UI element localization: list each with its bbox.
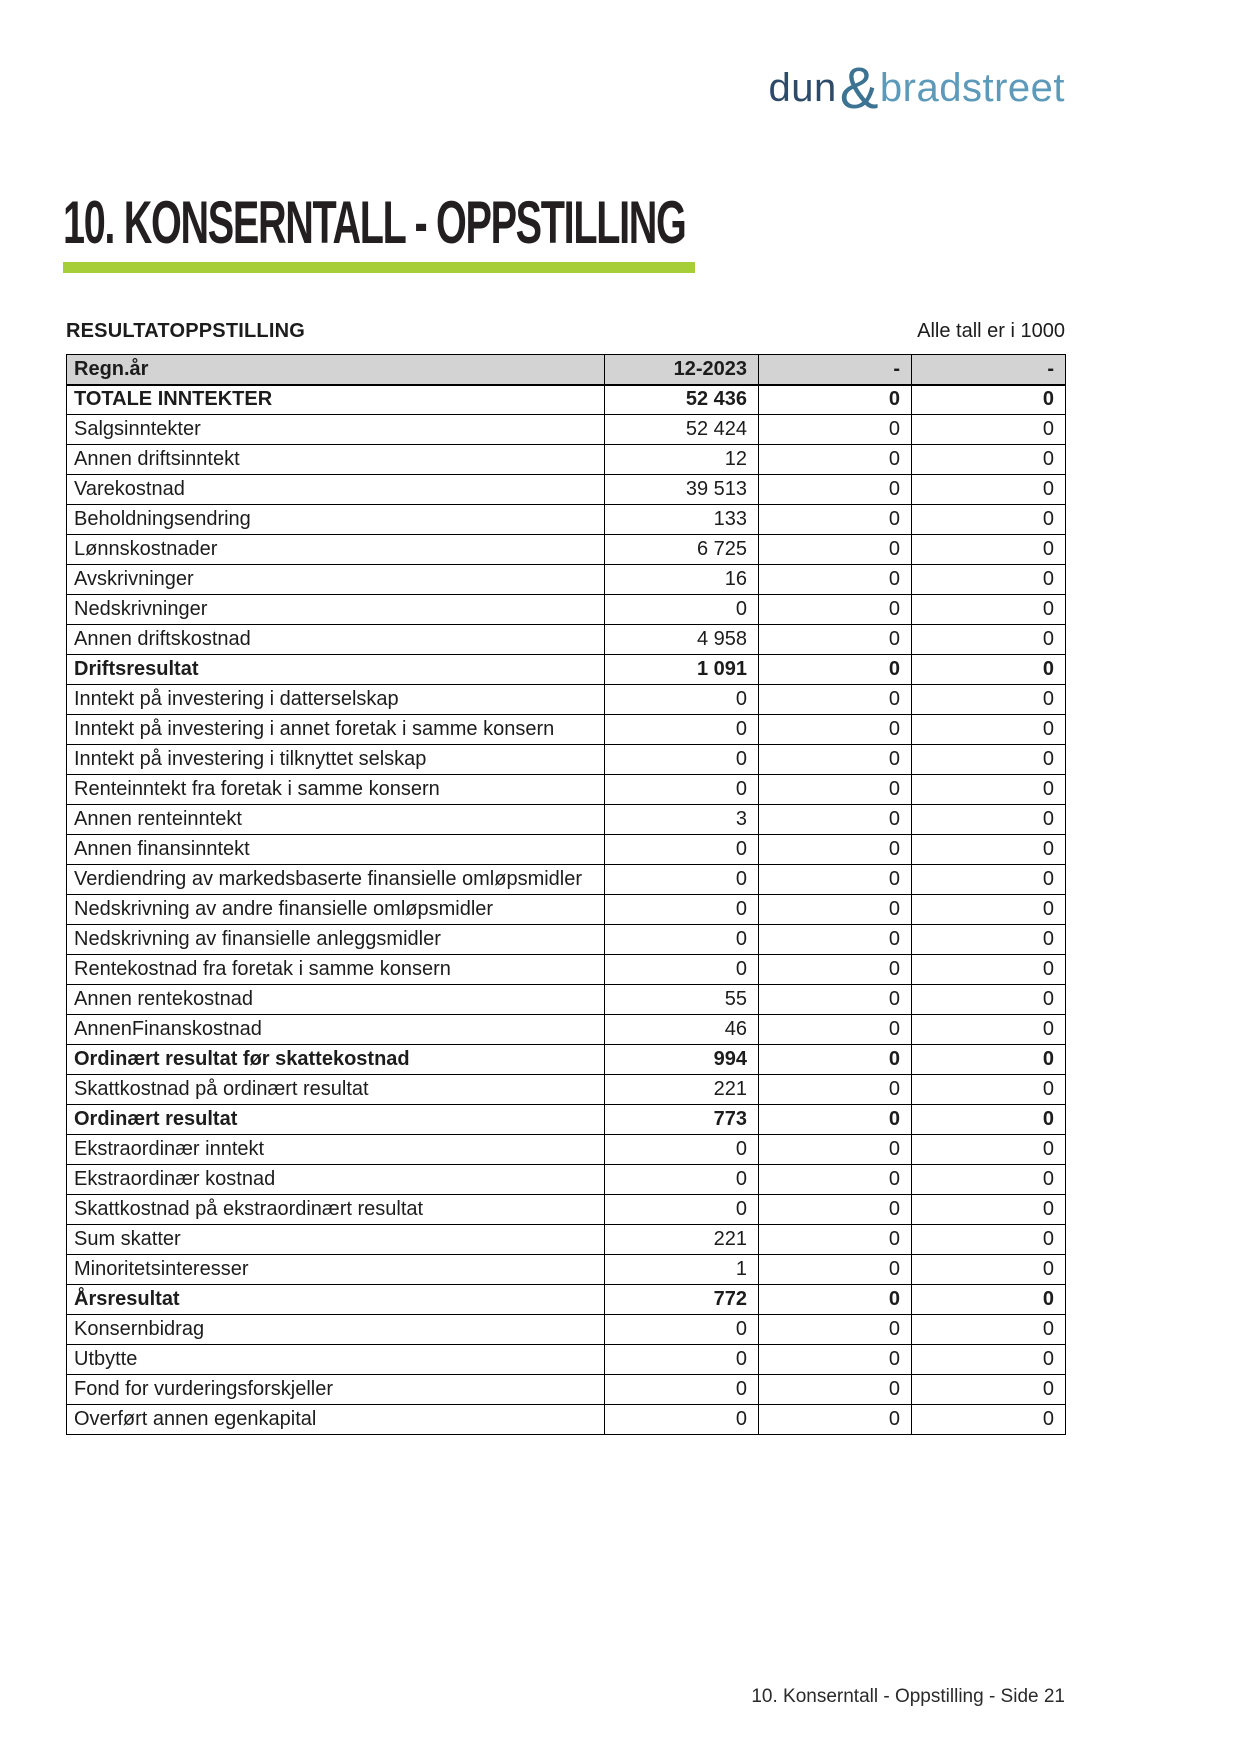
- table-row: [67, 1255, 1066, 1285]
- row-value: 0: [759, 1375, 912, 1405]
- row-value: 0: [605, 865, 759, 895]
- table-row: [67, 1345, 1066, 1375]
- row-label: Lønnskostnader: [67, 535, 605, 565]
- row-value: 0: [759, 1135, 912, 1165]
- row-value: 0: [759, 505, 912, 535]
- row-label: Fond for vurderingsforskjeller: [67, 1375, 605, 1405]
- table-row: [67, 595, 1066, 625]
- page-footer: 10. Konserntall - Oppstilling - Side 21: [751, 1686, 1065, 1707]
- row-value: 0: [759, 1075, 912, 1105]
- row-label: Verdiendring av markedsbaserte finansielle omløpsmidler: [67, 865, 605, 895]
- table-row: [67, 1285, 1066, 1315]
- table-row: [67, 955, 1066, 985]
- row-value: 0: [759, 1405, 912, 1435]
- row-value: 0: [759, 895, 912, 925]
- table-row: [67, 535, 1066, 565]
- row-value: 0: [912, 715, 1066, 745]
- row-label: Avskrivninger: [67, 565, 605, 595]
- row-value: 0: [759, 1255, 912, 1285]
- table-row: [67, 1105, 1066, 1135]
- page-title: 10. KONSERNTALL - OPPSTILLING: [63, 189, 686, 256]
- row-value: 0: [605, 1345, 759, 1375]
- row-value: 994: [605, 1045, 759, 1075]
- row-value: 0: [759, 865, 912, 895]
- row-value: 0: [605, 955, 759, 985]
- header-label: Regn.år: [67, 355, 605, 385]
- row-value: 0: [759, 1105, 912, 1135]
- row-value: 0: [912, 595, 1066, 625]
- row-value: 3: [605, 805, 759, 835]
- table-header-row: [67, 355, 1066, 385]
- row-value: 0: [759, 625, 912, 655]
- row-label: Annen driftskostnad: [67, 625, 605, 655]
- row-value: 0: [912, 835, 1066, 865]
- row-value: 0: [912, 1375, 1066, 1405]
- row-value: 0: [605, 685, 759, 715]
- row-value: 773: [605, 1105, 759, 1135]
- row-value: 0: [759, 805, 912, 835]
- row-value: 0: [605, 715, 759, 745]
- row-label: TOTALE INNTEKTER: [67, 385, 605, 415]
- row-label: Salgsinntekter: [67, 415, 605, 445]
- table-row: [67, 1075, 1066, 1105]
- row-value: 0: [605, 1195, 759, 1225]
- section-header-row: [66, 320, 1065, 343]
- row-value: 0: [605, 835, 759, 865]
- row-value: 0: [912, 925, 1066, 955]
- table-row: [67, 1045, 1066, 1075]
- table-row: [67, 445, 1066, 475]
- header-col-2: -: [759, 355, 912, 385]
- row-value: 0: [759, 715, 912, 745]
- row-value: 0: [759, 775, 912, 805]
- table-row: [67, 775, 1066, 805]
- table-row: [67, 1375, 1066, 1405]
- row-label: Inntekt på investering i datterselskap: [67, 685, 605, 715]
- row-value: 0: [759, 1165, 912, 1195]
- row-value: 52 436: [605, 385, 759, 415]
- row-label: Annen rentekostnad: [67, 985, 605, 1015]
- row-value: 0: [912, 1045, 1066, 1075]
- row-value: 0: [912, 655, 1066, 685]
- row-label: Skattkostnad på ekstraordinært resultat: [67, 1195, 605, 1225]
- row-value: 55: [605, 985, 759, 1015]
- row-value: 0: [759, 1015, 912, 1045]
- row-value: 0: [912, 865, 1066, 895]
- results-table-body: [67, 355, 1066, 1435]
- table-row: [67, 1195, 1066, 1225]
- table-row: [67, 475, 1066, 505]
- row-value: 0: [605, 775, 759, 805]
- units-note: Alle tall er i 1000: [917, 320, 1065, 342]
- row-value: 0: [912, 445, 1066, 475]
- table-row: [67, 505, 1066, 535]
- table-row: [67, 865, 1066, 895]
- row-value: 0: [605, 745, 759, 775]
- row-value: 0: [759, 535, 912, 565]
- row-value: 133: [605, 505, 759, 535]
- row-value: 0: [912, 1105, 1066, 1135]
- row-label: Minoritetsinteresser: [67, 1255, 605, 1285]
- row-value: 0: [605, 595, 759, 625]
- table-row: [67, 565, 1066, 595]
- row-label: Sum skatter: [67, 1225, 605, 1255]
- row-value: 12: [605, 445, 759, 475]
- row-value: 0: [759, 1045, 912, 1075]
- table-row: [67, 985, 1066, 1015]
- table-row: [67, 715, 1066, 745]
- row-label: Inntekt på investering i annet foretak i samme konsern: [67, 715, 605, 745]
- row-label: Utbytte: [67, 1345, 605, 1375]
- row-value: 0: [912, 775, 1066, 805]
- row-value: 0: [759, 565, 912, 595]
- logo-bradstreet: bradstreet: [879, 66, 1065, 110]
- row-value: 0: [759, 595, 912, 625]
- row-label: Nedskrivning av finansielle anleggsmidler: [67, 925, 605, 955]
- brand-logo: dun & bradstreet: [768, 56, 1065, 121]
- table-row: [67, 1165, 1066, 1195]
- row-value: 0: [605, 1405, 759, 1435]
- row-value: 0: [759, 1285, 912, 1315]
- table-row: [67, 1315, 1066, 1345]
- table-row: [67, 655, 1066, 685]
- title-accent-bar: [63, 262, 695, 273]
- row-value: 0: [912, 1405, 1066, 1435]
- row-value: 0: [759, 655, 912, 685]
- row-value: 0: [912, 565, 1066, 595]
- row-value: 0: [912, 1225, 1066, 1255]
- row-value: 0: [759, 385, 912, 415]
- table-row: [67, 1225, 1066, 1255]
- row-label: Ordinært resultat før skattekostnad: [67, 1045, 605, 1075]
- row-label: Nedskrivning av andre finansielle omløpsmidler: [67, 895, 605, 925]
- row-value: 0: [605, 1315, 759, 1345]
- row-value: 1 091: [605, 655, 759, 685]
- row-value: 0: [912, 415, 1066, 445]
- row-label: Annen renteinntekt: [67, 805, 605, 835]
- row-value: 0: [759, 1225, 912, 1255]
- row-value: 0: [912, 1285, 1066, 1315]
- row-label: Årsresultat: [67, 1285, 605, 1315]
- row-value: 0: [912, 985, 1066, 1015]
- table-row: [67, 385, 1066, 415]
- row-label: Beholdningsendring: [67, 505, 605, 535]
- row-value: 221: [605, 1075, 759, 1105]
- results-table: [66, 354, 1066, 1435]
- table-row: [67, 625, 1066, 655]
- table-row: [67, 835, 1066, 865]
- row-label: Renteinntekt fra foretak i samme konsern: [67, 775, 605, 805]
- row-label: Driftsresultat: [67, 655, 605, 685]
- row-value: 0: [759, 415, 912, 445]
- row-value: 16: [605, 565, 759, 595]
- row-value: 0: [912, 1075, 1066, 1105]
- row-value: 0: [759, 985, 912, 1015]
- table-row: [67, 925, 1066, 955]
- row-value: 4 958: [605, 625, 759, 655]
- row-value: 0: [605, 1375, 759, 1405]
- row-value: 39 513: [605, 475, 759, 505]
- row-label: Overført annen egenkapital: [67, 1405, 605, 1435]
- table-row: [67, 1405, 1066, 1435]
- section-heading: RESULTATOPPSTILLING: [66, 320, 305, 342]
- row-value: 46: [605, 1015, 759, 1045]
- row-label: Annen driftsinntekt: [67, 445, 605, 475]
- row-label: Varekostnad: [67, 475, 605, 505]
- row-value: 0: [912, 955, 1066, 985]
- table-row: [67, 895, 1066, 925]
- row-value: 0: [912, 1015, 1066, 1045]
- row-label: Ekstraordinær kostnad: [67, 1165, 605, 1195]
- logo-dun: dun: [768, 66, 837, 110]
- row-value: 0: [759, 445, 912, 475]
- row-value: 52 424: [605, 415, 759, 445]
- header-col-3: -: [912, 355, 1066, 385]
- row-value: 772: [605, 1285, 759, 1315]
- row-value: 0: [912, 895, 1066, 925]
- row-value: 0: [605, 925, 759, 955]
- row-value: 0: [912, 505, 1066, 535]
- row-value: 0: [912, 1315, 1066, 1345]
- row-value: 0: [912, 1195, 1066, 1225]
- row-label: Nedskrivninger: [67, 595, 605, 625]
- row-label: Annen finansinntekt: [67, 835, 605, 865]
- row-value: 0: [912, 1165, 1066, 1195]
- row-value: 0: [759, 955, 912, 985]
- table-row: [67, 1015, 1066, 1045]
- row-value: 0: [759, 1345, 912, 1375]
- table-row: [67, 685, 1066, 715]
- row-value: 0: [605, 1135, 759, 1165]
- table-row: [67, 1135, 1066, 1165]
- header-col-period: 12-2023: [605, 355, 759, 385]
- row-value: 221: [605, 1225, 759, 1255]
- row-value: 0: [912, 385, 1066, 415]
- row-value: 0: [912, 475, 1066, 505]
- row-label: Rentekostnad fra foretak i samme konsern: [67, 955, 605, 985]
- row-value: 0: [605, 1165, 759, 1195]
- row-label: Inntekt på investering i tilknyttet selskap: [67, 745, 605, 775]
- row-value: 0: [759, 685, 912, 715]
- table-row: [67, 415, 1066, 445]
- row-value: 0: [912, 745, 1066, 775]
- row-label: Ekstraordinær inntekt: [67, 1135, 605, 1165]
- row-value: 0: [912, 685, 1066, 715]
- table-row: [67, 745, 1066, 775]
- row-label: Konsernbidrag: [67, 1315, 605, 1345]
- row-value: 6 725: [605, 535, 759, 565]
- row-value: 0: [759, 1195, 912, 1225]
- row-value: 0: [912, 1135, 1066, 1165]
- row-value: 1: [605, 1255, 759, 1285]
- row-label: AnnenFinanskostnad: [67, 1015, 605, 1045]
- table-row: [67, 805, 1066, 835]
- row-value: 0: [912, 1255, 1066, 1285]
- row-value: 0: [605, 895, 759, 925]
- row-value: 0: [912, 1345, 1066, 1375]
- row-value: 0: [759, 475, 912, 505]
- row-value: 0: [912, 535, 1066, 565]
- row-value: 0: [912, 805, 1066, 835]
- row-value: 0: [759, 835, 912, 865]
- row-value: 0: [912, 625, 1066, 655]
- row-value: 0: [759, 1315, 912, 1345]
- row-label: Skattkostnad på ordinært resultat: [67, 1075, 605, 1105]
- row-value: 0: [759, 745, 912, 775]
- row-label: Ordinært resultat: [67, 1105, 605, 1135]
- row-value: 0: [759, 925, 912, 955]
